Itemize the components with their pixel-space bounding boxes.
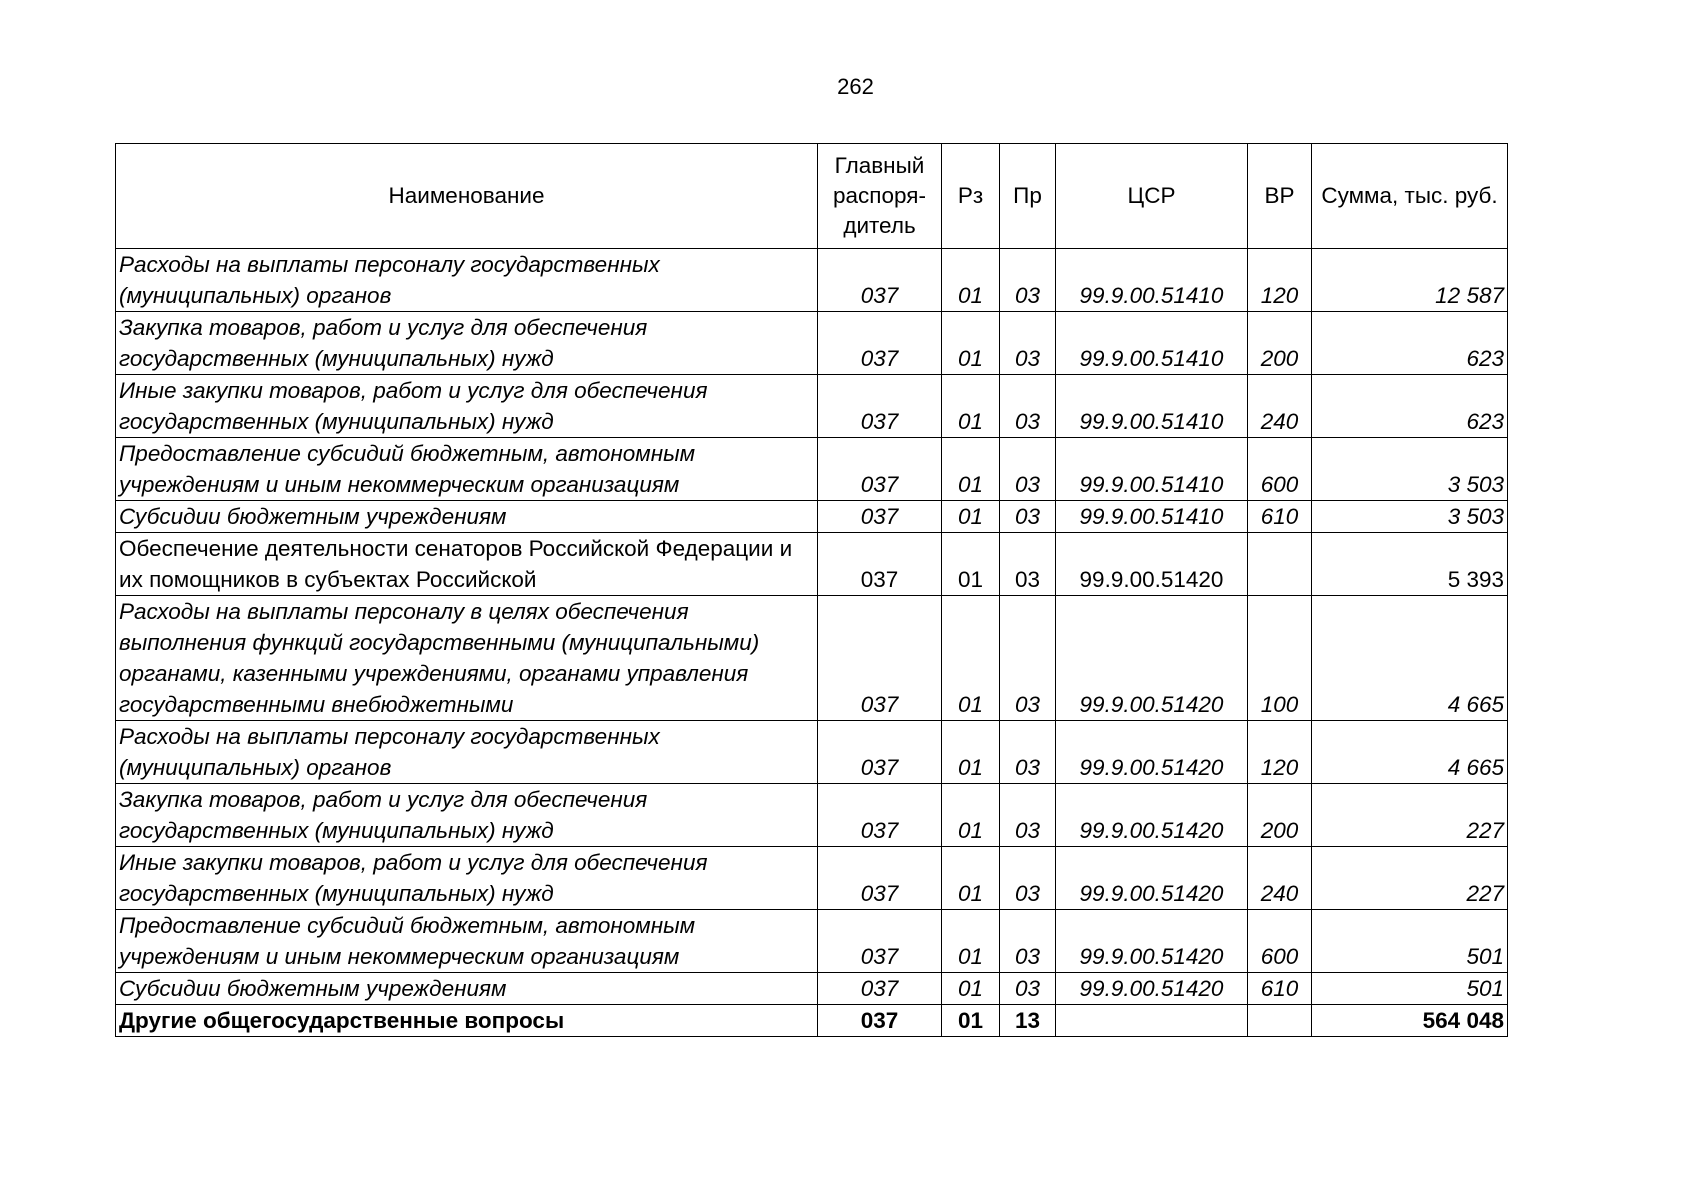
table-row <box>116 501 1508 533</box>
cell-sum: 501 <box>1312 973 1508 1005</box>
table-row <box>116 721 1508 784</box>
cell-rz: 01 <box>942 375 1000 438</box>
cell-sum: 501 <box>1312 910 1508 973</box>
header-sum: Сумма, тыс. руб. <box>1312 144 1508 249</box>
cell-vr: 120 <box>1248 721 1312 784</box>
header-manager: Главный распоря-дитель <box>818 144 942 249</box>
cell-sum: 5 393 <box>1312 533 1508 596</box>
cell-name: Иные закупки товаров, работ и услуг для обеспечения государственных (муниципальных) нужд <box>116 375 818 438</box>
cell-rz: 01 <box>942 533 1000 596</box>
cell-vr: 610 <box>1248 501 1312 533</box>
cell-vr: 600 <box>1248 910 1312 973</box>
cell-csr: 99.9.00.51420 <box>1056 847 1248 910</box>
cell-rz: 01 <box>942 847 1000 910</box>
cell-name: Расходы на выплаты персоналу государственных (муниципальных) органов <box>116 721 818 784</box>
cell-vr: 200 <box>1248 312 1312 375</box>
cell-sum: 4 665 <box>1312 721 1508 784</box>
cell-rz: 01 <box>942 1005 1000 1037</box>
cell-manager: 037 <box>818 784 942 847</box>
cell-name: Субсидии бюджетным учреждениям <box>116 973 818 1005</box>
cell-vr: 240 <box>1248 375 1312 438</box>
cell-manager: 037 <box>818 501 942 533</box>
cell-csr: 99.9.00.51410 <box>1056 375 1248 438</box>
cell-sum: 4 665 <box>1312 596 1508 721</box>
budget-table <box>115 143 1508 1037</box>
cell-manager: 037 <box>818 847 942 910</box>
table-row <box>116 596 1508 721</box>
table-row <box>116 910 1508 973</box>
table-row <box>116 249 1508 312</box>
cell-manager: 037 <box>818 596 942 721</box>
cell-vr: 200 <box>1248 784 1312 847</box>
cell-csr <box>1056 1005 1248 1037</box>
cell-manager: 037 <box>818 721 942 784</box>
cell-vr: 240 <box>1248 847 1312 910</box>
cell-rz: 01 <box>942 596 1000 721</box>
cell-rz: 01 <box>942 910 1000 973</box>
cell-name: Предоставление субсидий бюджетным, автономным учреждениям и иным некоммерческим организациям <box>116 910 818 973</box>
cell-manager: 037 <box>818 533 942 596</box>
cell-manager: 037 <box>818 438 942 501</box>
table-row <box>116 973 1508 1005</box>
cell-pr: 03 <box>1000 784 1056 847</box>
header-rz: Рз <box>942 144 1000 249</box>
table-row <box>116 533 1508 596</box>
cell-rz: 01 <box>942 249 1000 312</box>
cell-pr: 03 <box>1000 847 1056 910</box>
cell-name: Предоставление субсидий бюджетным, автономным учреждениям и иным некоммерческим организациям <box>116 438 818 501</box>
cell-sum: 227 <box>1312 847 1508 910</box>
table-row <box>116 375 1508 438</box>
header-csr: ЦСР <box>1056 144 1248 249</box>
cell-manager: 037 <box>818 973 942 1005</box>
table-body <box>116 249 1508 1037</box>
cell-pr: 03 <box>1000 596 1056 721</box>
cell-csr: 99.9.00.51410 <box>1056 501 1248 533</box>
cell-csr: 99.9.00.51420 <box>1056 784 1248 847</box>
cell-csr: 99.9.00.51420 <box>1056 721 1248 784</box>
cell-csr: 99.9.00.51420 <box>1056 910 1248 973</box>
cell-pr: 03 <box>1000 721 1056 784</box>
cell-csr: 99.9.00.51420 <box>1056 596 1248 721</box>
cell-rz: 01 <box>942 312 1000 375</box>
header-name: Наименование <box>116 144 818 249</box>
cell-rz: 01 <box>942 784 1000 847</box>
cell-rz: 01 <box>942 501 1000 533</box>
cell-rz: 01 <box>942 438 1000 501</box>
cell-manager: 037 <box>818 1005 942 1037</box>
cell-csr: 99.9.00.51420 <box>1056 533 1248 596</box>
cell-rz: 01 <box>942 721 1000 784</box>
cell-rz: 01 <box>942 973 1000 1005</box>
cell-pr: 03 <box>1000 501 1056 533</box>
cell-vr: 600 <box>1248 438 1312 501</box>
cell-manager: 037 <box>818 312 942 375</box>
cell-pr: 03 <box>1000 312 1056 375</box>
cell-sum: 3 503 <box>1312 501 1508 533</box>
cell-name: Расходы на выплаты персоналу в целях обеспечения выполнения функций государственными (муниципальными) органами, казенными учреждениями, органами управления государственными внебюджетными <box>116 596 818 721</box>
cell-csr: 99.9.00.51410 <box>1056 312 1248 375</box>
cell-name: Другие общегосударственные вопросы <box>116 1005 818 1037</box>
cell-pr: 03 <box>1000 438 1056 501</box>
table-row <box>116 847 1508 910</box>
cell-pr: 03 <box>1000 375 1056 438</box>
header-pr: Пр <box>1000 144 1056 249</box>
cell-vr <box>1248 1005 1312 1037</box>
cell-vr: 610 <box>1248 973 1312 1005</box>
cell-name: Закупка товаров, работ и услуг для обеспечения государственных (муниципальных) нужд <box>116 312 818 375</box>
cell-name: Закупка товаров, работ и услуг для обеспечения государственных (муниципальных) нужд <box>116 784 818 847</box>
cell-manager: 037 <box>818 910 942 973</box>
cell-manager: 037 <box>818 249 942 312</box>
cell-pr: 03 <box>1000 533 1056 596</box>
cell-csr: 99.9.00.51410 <box>1056 438 1248 501</box>
cell-pr: 03 <box>1000 910 1056 973</box>
cell-vr: 120 <box>1248 249 1312 312</box>
cell-name: Субсидии бюджетным учреждениям <box>116 501 818 533</box>
cell-csr: 99.9.00.51420 <box>1056 973 1248 1005</box>
cell-name: Обеспечение деятельности сенаторов Российской Федерации и их помощников в субъектах Российской <box>116 533 818 596</box>
table-row <box>116 312 1508 375</box>
cell-sum: 12 587 <box>1312 249 1508 312</box>
cell-csr: 99.9.00.51410 <box>1056 249 1248 312</box>
page-number: 262 <box>837 74 874 99</box>
cell-pr: 13 <box>1000 1005 1056 1037</box>
cell-sum: 3 503 <box>1312 438 1508 501</box>
cell-sum: 623 <box>1312 375 1508 438</box>
header-vr: ВР <box>1248 144 1312 249</box>
cell-sum: 564 048 <box>1312 1005 1508 1037</box>
cell-name: Иные закупки товаров, работ и услуг для обеспечения государственных (муниципальных) нужд <box>116 847 818 910</box>
cell-vr: 100 <box>1248 596 1312 721</box>
cell-sum: 227 <box>1312 784 1508 847</box>
cell-manager: 037 <box>818 375 942 438</box>
table-row <box>116 438 1508 501</box>
cell-sum: 623 <box>1312 312 1508 375</box>
table-header-row <box>116 144 1508 249</box>
cell-pr: 03 <box>1000 249 1056 312</box>
cell-pr: 03 <box>1000 973 1056 1005</box>
table-row <box>116 1005 1508 1037</box>
cell-name: Расходы на выплаты персоналу государственных (муниципальных) органов <box>116 249 818 312</box>
cell-vr <box>1248 533 1312 596</box>
table-row <box>116 784 1508 847</box>
